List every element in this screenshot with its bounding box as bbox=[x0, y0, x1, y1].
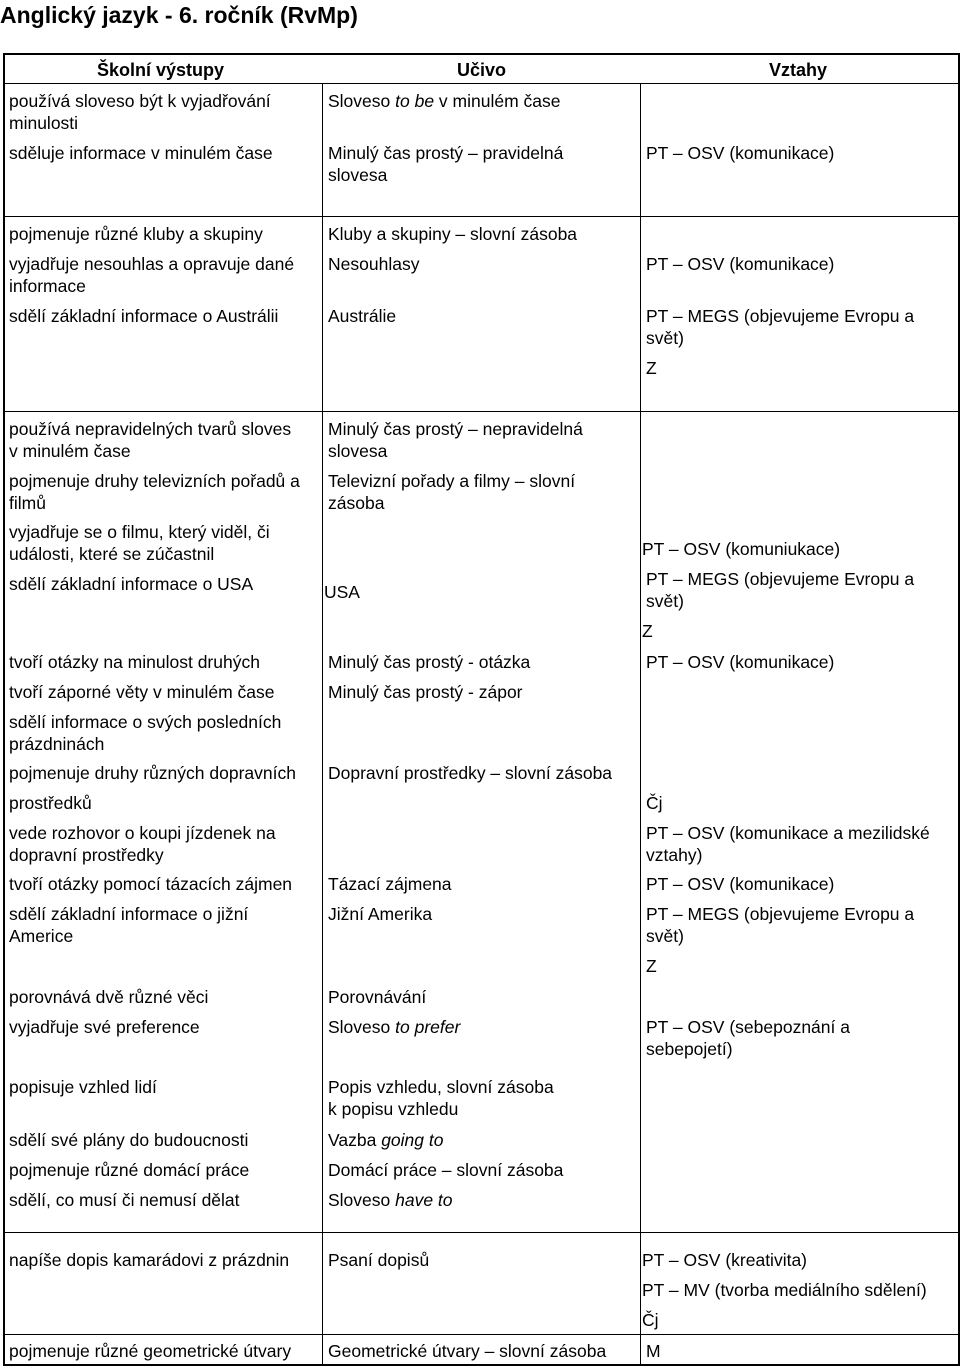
section-divider bbox=[3, 411, 960, 412]
outcome-cell: sdělí základní informace o Austrálii bbox=[9, 306, 279, 326]
subject-term: to be bbox=[395, 91, 435, 111]
relation-cell: PT – MEGS (objevujeme Evropu a svět) bbox=[646, 306, 915, 348]
subject-cell bbox=[328, 1189, 640, 1211]
outcome-cell: pojmenuje různé kluby a skupiny bbox=[9, 224, 263, 244]
subject-cell: Kluby a skupiny – slovní zásoba bbox=[328, 224, 578, 244]
outcome-cell: porovnává dvě různé věci bbox=[9, 987, 209, 1007]
outcome-cell: sdělí, co musí či nemusí dělat bbox=[9, 1190, 240, 1210]
subject-cell: Minulý čas prostý – nepravidelná slovesa bbox=[328, 419, 583, 461]
subject-cell: Minulý čas prostý - otázka bbox=[328, 652, 531, 672]
subject-cell: Geometrické útvary – slovní zásoba bbox=[328, 1341, 607, 1361]
outcome-cell: pojmenuje různé domácí práce bbox=[9, 1160, 250, 1180]
subject-cell: Popis vzhledu, slovní zásoba k popisu vzhledu bbox=[328, 1077, 554, 1119]
outcome-cell: tvoří záporné věty v minulém čase bbox=[9, 682, 275, 702]
subject-cell: Dopravní prostředky – slovní zásoba bbox=[328, 763, 613, 783]
relation-cell: PT – OSV (komunikace a mezilidské vztahy) bbox=[646, 823, 930, 865]
subject-cell: Tázací zájmena bbox=[328, 874, 452, 894]
column-divider bbox=[322, 83, 323, 1366]
relation-cell: PT – MV (tvorba mediálního sdělení) bbox=[642, 1280, 927, 1300]
relation-subject-code: M bbox=[646, 1341, 661, 1361]
relation-cell: PT – OSV (komuniukace) bbox=[642, 539, 841, 559]
header-subject-matter: Učivo bbox=[457, 60, 507, 80]
subject-cell: Porovnávání bbox=[328, 987, 427, 1007]
header-divider bbox=[3, 83, 960, 84]
relation-subject-code: Z bbox=[642, 621, 653, 641]
outcome-cell: pojmenuje druhy televizních pořadů a filmů bbox=[9, 471, 300, 513]
outcome-cell: sděluje informace v minulém čase bbox=[9, 143, 273, 163]
page-title: Anglický jazyk - 6. ročník (RvMp) bbox=[0, 2, 358, 28]
outcome-cell: napíše dopis kamarádovi z prázdnin bbox=[9, 1250, 290, 1270]
outcome-cell: sdělí základní informace o USA bbox=[9, 574, 254, 594]
relation-cell: PT – MEGS (objevujeme Evropu a svět) bbox=[646, 904, 915, 946]
outcome-cell: tvoří otázky na minulost druhých bbox=[9, 652, 260, 672]
outcome-cell: sdělí základní informace o jižní Americe bbox=[9, 904, 249, 946]
column-divider bbox=[640, 83, 641, 1366]
subject-term: to prefer bbox=[395, 1017, 461, 1037]
relation-subject-code: Čj bbox=[646, 793, 663, 813]
relation-cell: PT – OSV (komunikace) bbox=[646, 143, 835, 163]
subject-cell: Jižní Amerika bbox=[328, 904, 433, 924]
outcome-cell: vyjadřuje se o filmu, který viděl, či události, které se zúčastnil bbox=[9, 522, 270, 564]
subject-cell bbox=[328, 1016, 640, 1038]
header-school-outcomes: Školní výstupy bbox=[97, 60, 225, 80]
outcome-cell: prostředků bbox=[9, 793, 92, 813]
outcome-cell: popisuje vzhled lidí bbox=[9, 1077, 157, 1097]
subject-cell: Televizní pořady a filmy – slovní zásoba bbox=[328, 471, 576, 513]
subject-cell: Psaní dopisů bbox=[328, 1250, 430, 1270]
relation-cell: PT – MEGS (objevujeme Evropu a svět) bbox=[646, 569, 915, 611]
subject-cell: Nesouhlasy bbox=[328, 254, 420, 274]
outcome-cell: pojmenuje druhy různých dopravních bbox=[9, 763, 296, 783]
subject-text: v minulém čase bbox=[434, 91, 561, 111]
relation-subject-code: Z bbox=[646, 956, 657, 976]
relation-cell: PT – OSV (komunikace) bbox=[646, 652, 835, 672]
subject-cell bbox=[328, 90, 640, 112]
subject-term: going to bbox=[381, 1130, 444, 1150]
outcome-cell: sdělí své plány do budoucnosti bbox=[9, 1130, 249, 1150]
outcome-cell: vyjadřuje nesouhlas a opravuje dané informace bbox=[9, 254, 295, 296]
relation-subject-code: Čj bbox=[642, 1310, 659, 1330]
subject-text: Sloveso bbox=[328, 1190, 396, 1210]
subject-text: Sloveso bbox=[328, 1017, 396, 1037]
subject-cell bbox=[328, 1129, 640, 1151]
section-divider bbox=[3, 1232, 960, 1233]
relation-cell: PT – OSV (komunikace) bbox=[646, 874, 835, 894]
section-divider bbox=[3, 1334, 960, 1335]
subject-term: have to bbox=[395, 1190, 453, 1210]
subject-text: Sloveso bbox=[328, 91, 396, 111]
outcome-cell: vede rozhovor o koupi jízdenek na dopravní prostředky bbox=[9, 823, 276, 865]
outcome-cell: vyjadřuje své preference bbox=[9, 1017, 200, 1037]
section-divider bbox=[3, 216, 960, 217]
relation-cell: PT – OSV (sebepoznání a sebepojetí) bbox=[646, 1017, 850, 1059]
relation-cell: PT – OSV (kreativita) bbox=[642, 1250, 808, 1270]
subject-text: Vazba bbox=[328, 1130, 382, 1150]
outcome-cell: tvoří otázky pomocí tázacích zájmen bbox=[9, 874, 293, 894]
subject-cell: Minulý čas prostý – pravidelná slovesa bbox=[328, 143, 564, 185]
header-relations: Vztahy bbox=[769, 60, 828, 80]
subject-cell: Domácí práce – slovní zásoba bbox=[328, 1160, 564, 1180]
subject-cell: Austrálie bbox=[328, 306, 397, 326]
outcome-cell: pojmenuje různé geometrické útvary bbox=[9, 1341, 292, 1361]
subject-cell: USA bbox=[324, 582, 360, 602]
relation-subject-code: Z bbox=[646, 358, 657, 378]
subject-cell: Minulý čas prostý - zápor bbox=[328, 682, 523, 702]
outcome-cell: používá nepravidelných tvarů sloves v minulém čase bbox=[9, 419, 292, 461]
relation-cell: PT – OSV (komunikace) bbox=[646, 254, 835, 274]
outcome-cell: používá sloveso být k vyjadřování minulosti bbox=[9, 91, 271, 133]
outcome-cell: sdělí informace o svých posledních prázdninách bbox=[9, 712, 282, 754]
